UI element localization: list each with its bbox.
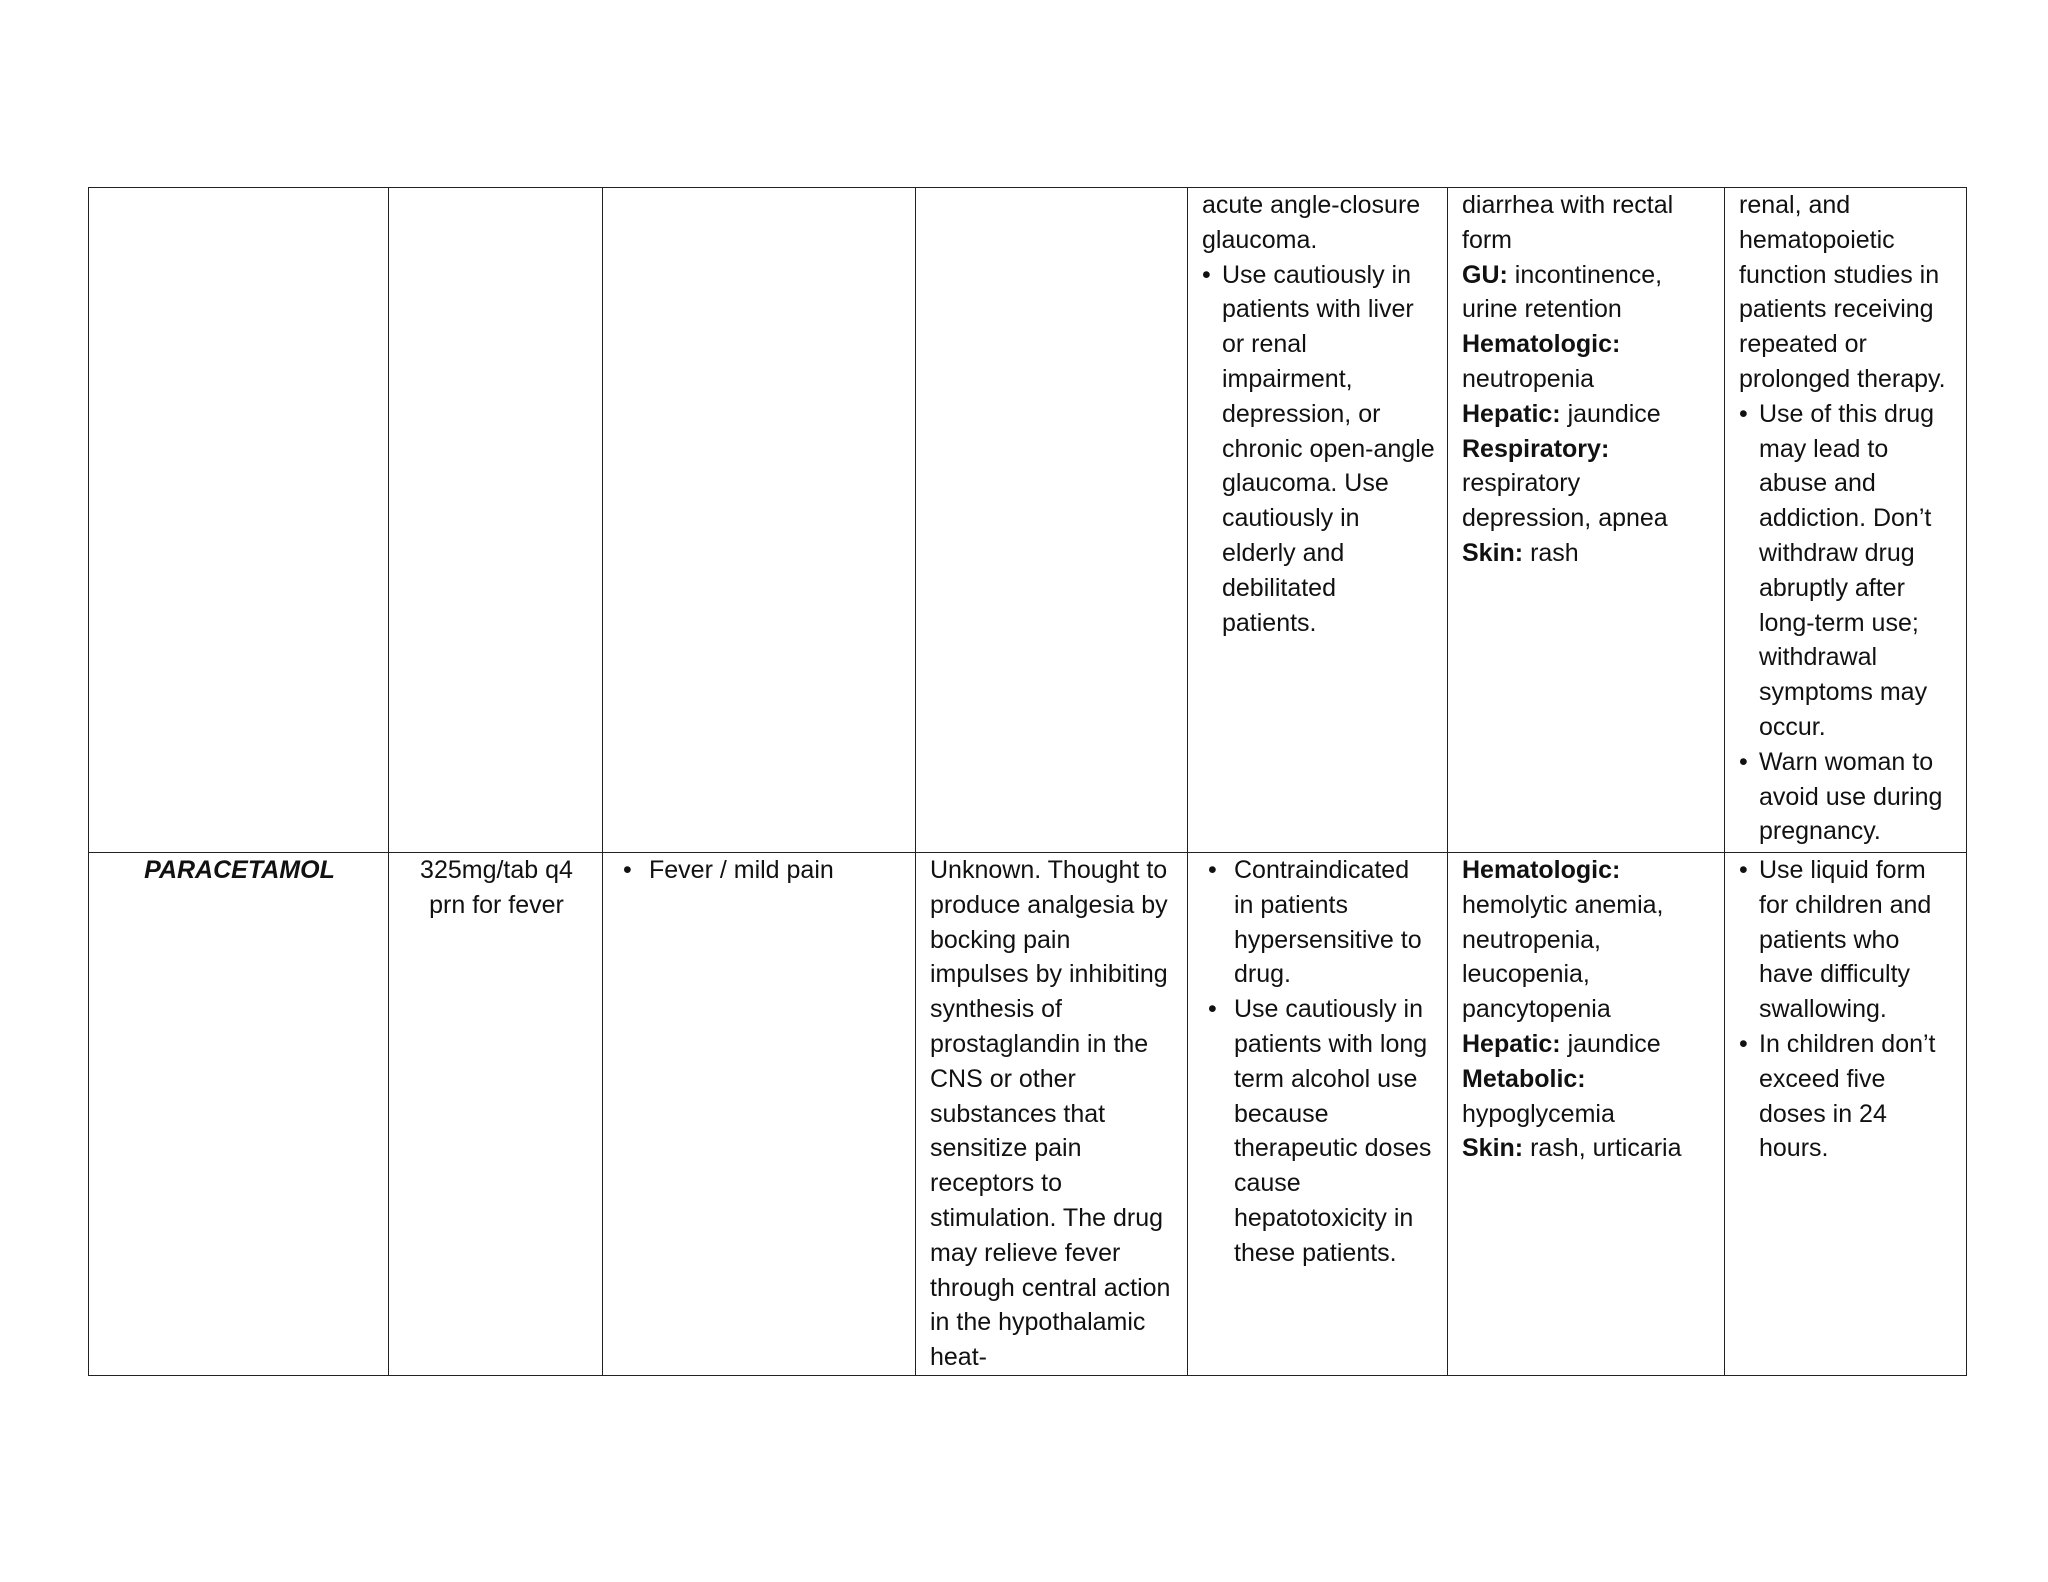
contraindication-bullet: • Use cautiously in patients with liver or renal impairment, depression, or chronic open-angle glaucoma. Use cautiously in elderly and debilitated patients. (1202, 258, 1435, 641)
table-row-continuation (89, 188, 1967, 853)
adverse-effect-value: rash, urticaria (1523, 1134, 1682, 1163)
cell-nursing-responsibilities (1725, 853, 1967, 1376)
cell-contraindications (1188, 188, 1448, 853)
adverse-effect-label: Skin: (1462, 538, 1524, 567)
adverse-effect-item (1462, 1062, 1712, 1132)
table-row-paracetamol (89, 853, 1967, 1376)
cell-drug-name (89, 188, 389, 853)
adverse-effect-label: Skin: (1462, 1134, 1524, 1163)
nursing-bullet: • Use liquid form for children and patients who have difficulty swallowing. (1739, 853, 1954, 1027)
drug-name: PARACETAMOL (144, 856, 335, 884)
nursing-bullet: • Warn woman to avoid use during pregnancy. (1739, 745, 1954, 849)
drug-study-table (88, 187, 1967, 1376)
contraindication-bullet: • Use cautiously in patients with long term alcohol use because therapeutic doses cause hepatotoxicity in these patients. (1202, 992, 1435, 1270)
adverse-effect-item (1462, 327, 1712, 397)
cell-indications (603, 853, 916, 1376)
adverse-effect-value: hemolytic anemia, neutropenia, leucopenia, pancytopenia (1462, 890, 1664, 1024)
adverse-effect-label: Hematologic: (1462, 856, 1621, 884)
cell-contraindications (1188, 853, 1448, 1376)
adverse-effect-label: Hepatic: (1462, 1029, 1561, 1058)
adverse-effect-label: Metabolic: (1462, 1064, 1586, 1093)
cell-dosage (389, 188, 603, 853)
nursing-bullet: • In children don’t exceed five doses in 24 hours. (1739, 1027, 1954, 1166)
cell-adverse-effects (1448, 853, 1725, 1376)
adverse-effect-value: respiratory depression, apnea (1462, 469, 1668, 533)
adverse-effect-value: rash (1523, 538, 1579, 567)
cell-adverse-effects (1448, 188, 1725, 853)
nursing-text: renal, and hematopoietic function studies in patients receiving repeated or prolonged therapy. (1739, 191, 1946, 393)
adverse-effect-label: GU: (1462, 260, 1508, 289)
cell-nursing-responsibilities (1725, 188, 1967, 853)
contraindication-text: acute angle-closure glaucoma. (1202, 191, 1421, 254)
dosage-text: 325mg/tab q4 prn for fever (420, 856, 573, 919)
cell-drug-name (89, 853, 389, 1376)
adverse-effect-item (1462, 258, 1712, 328)
adverse-effect-label: Hematologic: (1462, 330, 1621, 359)
adverse-effect-item (1462, 432, 1712, 536)
adverse-effect-item (1462, 1131, 1712, 1166)
mechanism-text: Unknown. Thought to produce analgesia by bocking pain impulses by inhibiting synthesis of prostaglandin in the CNS or other substances that sensitize pain receptors to stimulation. The drug may relieve fever through central action in the hypothalamic heat- (930, 856, 1171, 1372)
cell-mechanism (916, 188, 1188, 853)
adverse-effect-label: Respiratory: (1462, 434, 1610, 463)
adverse-effect-value: hypoglycemia (1462, 1099, 1615, 1128)
indication-bullet: • Fever / mild pain (617, 853, 903, 888)
adverse-effect-item (1462, 853, 1712, 1027)
adverse-effect-value: jaundice (1560, 399, 1661, 428)
adverse-effect-label: Hepatic: (1462, 399, 1561, 428)
cell-dosage (389, 853, 603, 1376)
adverse-effect-value: incontinence, urine retention (1462, 260, 1663, 324)
cell-indications (603, 188, 916, 853)
contraindication-bullet: • Contraindicated in patients hypersensitive to drug. (1202, 853, 1435, 992)
cell-mechanism (916, 853, 1188, 1376)
adverse-effect-item (1462, 397, 1712, 432)
nursing-bullet: • Use of this drug may lead to abuse and addiction. Don’t withdraw drug abruptly after long-term use; withdrawal symptoms may occur. (1739, 397, 1954, 745)
adverse-effect-value: jaundice (1560, 1029, 1661, 1058)
adverse-effect-item (1462, 1027, 1712, 1062)
adverse-effect-value: neutropenia (1462, 364, 1595, 393)
adverse-effect-item (1462, 536, 1712, 571)
adverse-effect-text: diarrhea with rectal form (1462, 191, 1674, 254)
